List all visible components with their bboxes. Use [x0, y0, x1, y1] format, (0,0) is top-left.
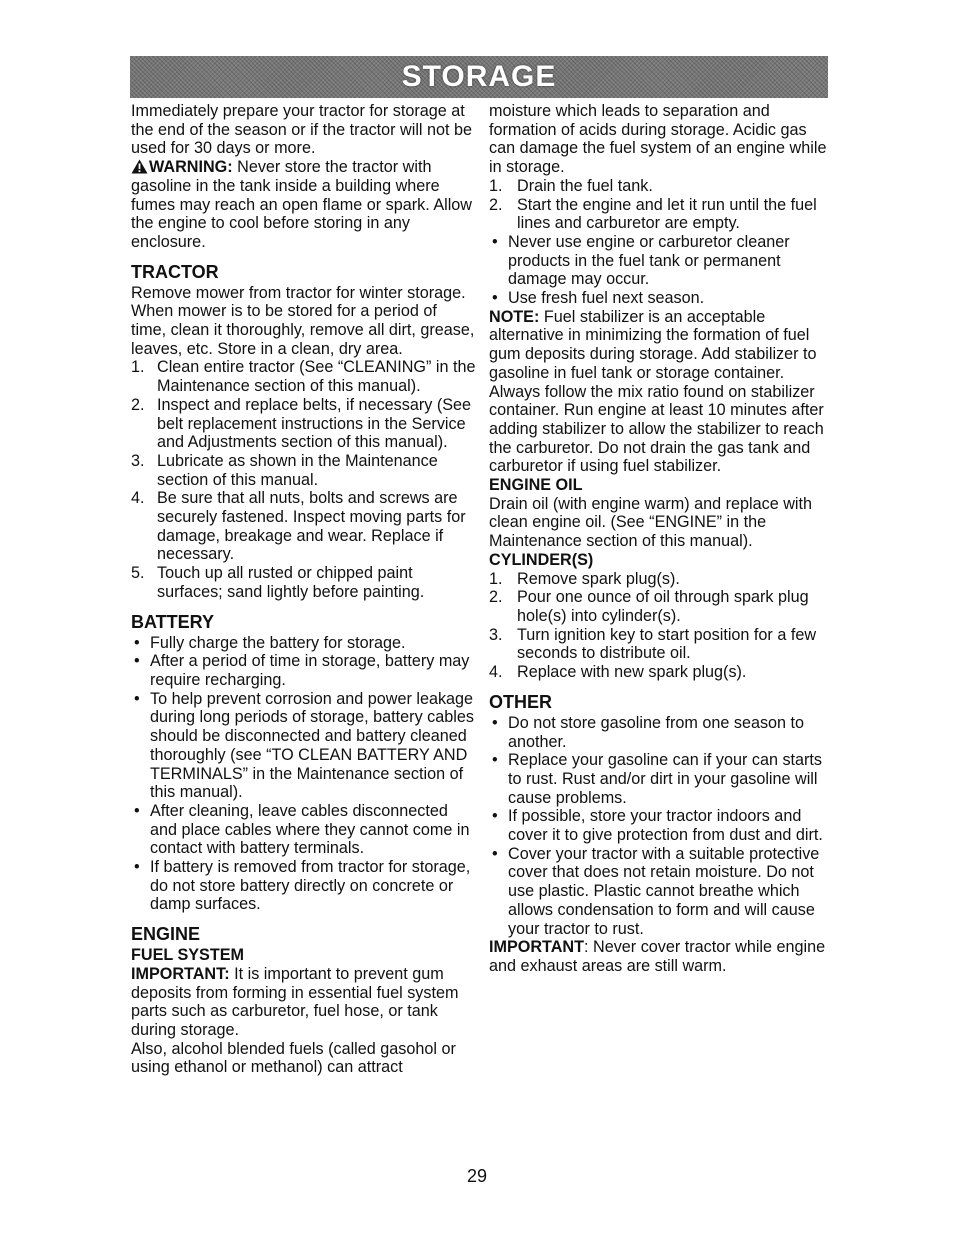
list-item — [489, 714, 829, 751]
list-text: Remove spark plug(s). — [517, 569, 680, 588]
list-item — [489, 196, 829, 233]
engine-oil-heading: ENGINE OIL — [489, 476, 583, 495]
alcohol-paragraph: Also, alcohol blended fuels (called gasohol or using ethanol or methanol) can attract — [131, 1039, 456, 1077]
bullet-icon: • — [492, 807, 498, 826]
continued-paragraph: moisture which leads to separation and formation of acids during storage. Acidic gas can damage the fuel system of an engine while in storage. — [489, 102, 827, 177]
list-text: Replace with new spark plug(s). — [517, 663, 747, 682]
page-title: STORAGE — [401, 60, 557, 93]
cylinders-heading: CYLINDER(S) — [489, 550, 594, 569]
left-column — [131, 102, 476, 1077]
important-label: IMPORTANT: — [131, 964, 230, 983]
tractor-heading: TRACTOR — [131, 261, 219, 282]
list-text: Fully charge the battery for storage. — [150, 633, 406, 652]
list-item — [131, 452, 476, 489]
bullet-icon: • — [134, 858, 140, 877]
list-item — [489, 289, 829, 308]
list-item — [489, 751, 829, 807]
list-text: Inspect and replace belts, if necessary (See belt replacement instructions in the Service and Adjustments section of this manual). — [157, 395, 472, 452]
list-text: Turn ignition key to start position for a few seconds to distribute oil. — [517, 625, 817, 663]
other-bullets — [489, 714, 829, 938]
fuel-steps — [489, 177, 829, 233]
important-label: IMPORTANT — [489, 938, 585, 957]
list-number: 1. — [131, 358, 145, 377]
list-number: 3. — [131, 451, 145, 470]
list-text: Pour one ounce of oil through spark plug hole(s) into cylinder(s). — [517, 588, 809, 625]
list-item — [131, 690, 476, 802]
list-text: To help prevent corrosion and power leakage during long periods of storage, battery cables should be disconnected and battery cleaned thoroughly (see “TO CLEAN BATTERY AND TERMINALS” in the Maintenance section of this manual). — [150, 689, 474, 802]
list-number: 4. — [489, 663, 503, 682]
bullet-icon: • — [492, 713, 498, 732]
list-number: 5. — [131, 564, 145, 583]
important-text: : Never cover tractor while engine and exhaust areas are still warm. — [489, 938, 826, 975]
bullet-icon: • — [134, 801, 140, 820]
list-number: 4. — [131, 489, 145, 508]
fuel-system-heading: FUEL SYSTEM — [131, 946, 245, 965]
list-text: Use fresh fuel next season. — [508, 289, 705, 308]
list-text: Start the engine and let it run until the fuel lines and carburetor are empty. — [517, 195, 817, 233]
list-text: Clean entire tractor (See “CLEANING” in the Maintenance section of this manual). — [157, 358, 476, 396]
list-item — [131, 396, 476, 452]
tractor-steps — [131, 358, 476, 601]
list-item — [489, 177, 829, 196]
list-item — [489, 570, 829, 589]
list-text: Lubricate as shown in the Maintenance section of this manual. — [157, 451, 438, 489]
list-text: Be sure that all nuts, bolts and screws are securely fastened. Inspect moving parts for damage, breakage and wear. Replace if necessary. — [157, 489, 466, 564]
list-item — [131, 564, 476, 601]
list-item — [489, 663, 829, 682]
warning-text: Never store the tractor with gasoline in the tank inside a building where fumes may reach an open flame or spark. Allow the engine to cool before storing in any enclosure. — [131, 158, 472, 251]
bullet-icon: • — [492, 232, 498, 251]
list-text: Replace your gasoline can if your can starts to rust. Rust and/or dirt in your gasoline will cause problems. — [508, 751, 823, 807]
list-number: 1. — [489, 176, 503, 195]
list-number: 3. — [489, 625, 503, 644]
other-heading: OTHER — [489, 691, 552, 712]
bullet-icon: • — [134, 633, 140, 652]
fuel-important-paragraph — [131, 965, 476, 1040]
page-number: 29 — [466, 1166, 488, 1186]
list-number: 2. — [131, 395, 145, 414]
tractor-text: Remove mower from tractor for winter storage. When mower is to be stored for a period of time, clean it thoroughly, remove all dirt, grease, leaves, etc. Store in a clean, dry area. — [131, 283, 475, 358]
list-item — [489, 233, 829, 289]
other-important-paragraph — [489, 938, 829, 975]
list-text: Touch up all rusted or chipped paint surfaces; sand lightly before painting. — [157, 564, 425, 601]
list-text: After a period of time in storage, battery may require recharging. — [150, 652, 470, 689]
list-item — [131, 634, 476, 653]
list-item — [131, 489, 476, 564]
warning-icon — [131, 159, 148, 174]
battery-bullets — [131, 634, 476, 915]
list-text: Do not store gasoline from one season to another. — [508, 713, 805, 751]
warning-paragraph — [131, 158, 476, 252]
list-text: Drain the fuel tank. — [517, 176, 653, 195]
bullet-icon: • — [492, 751, 498, 770]
engine-heading: ENGINE — [131, 924, 201, 945]
list-item — [489, 807, 829, 844]
cylinder-steps — [489, 570, 829, 682]
fuel-bullets — [489, 233, 829, 308]
list-text: After cleaning, leave cables disconnected and place cables where they cannot come in contact with battery terminals. — [150, 801, 470, 858]
list-item — [131, 858, 476, 914]
intro-paragraph: Immediately prepare your tractor for storage at the end of the season or if the tractor will not be used for 30 days or more. — [131, 102, 473, 158]
list-item — [131, 652, 476, 689]
list-item — [131, 802, 476, 858]
list-text: If battery is removed from tractor for storage, do not store battery directly on concrete or damp surfaces. — [150, 858, 471, 914]
list-text: Never use engine or carburetor cleaner products in the fuel tank or permanent damage may occur. — [508, 232, 790, 289]
list-item — [131, 358, 476, 395]
list-text: If possible, store your tractor indoors and cover it to give protection from dust and dirt. — [508, 807, 823, 845]
bullet-icon: • — [134, 652, 140, 671]
important-text: It is important to prevent gum deposits from forming in essential fuel system parts such as carburetor, fuel hose, or tank during storage. — [131, 964, 459, 1039]
note-paragraph — [489, 308, 829, 476]
list-number: 2. — [489, 588, 503, 607]
list-number: 1. — [489, 569, 503, 588]
note-text: Fuel stabilizer is an acceptable alternative in minimizing the formation of fuel gum deposits during storage. Add stabilizer to gasoline in fuel tank or storage container. Always follow the mix ratio found on stabilizer container. Run engine at least 10 minutes after adding stabilizer to allow the stabilizer to reach the carburetor. Do not drain the gas tank and carburetor if using fuel stabilizer. — [489, 307, 824, 476]
battery-heading: BATTERY — [131, 611, 214, 632]
note-label: NOTE: — [489, 307, 540, 326]
list-item — [489, 588, 829, 625]
list-text: Cover your tractor with a suitable protective cover that does not retain moisture. Do not use plastic. Plastic cannot breathe which allows condensation to form and will cause your tractor to rust. — [508, 844, 820, 938]
bullet-icon: • — [492, 844, 498, 863]
right-column — [489, 102, 829, 976]
list-item — [489, 845, 829, 939]
list-item — [489, 626, 829, 663]
engine-oil-text: Drain oil (with engine warm) and replace with clean engine oil. (See “ENGINE” in the Maintenance section of this manual). — [489, 494, 812, 551]
title-banner — [130, 56, 828, 98]
bullet-icon: • — [134, 689, 140, 708]
list-number: 2. — [489, 195, 503, 214]
bullet-icon: • — [492, 289, 498, 308]
warning-label: WARNING: — [149, 158, 233, 177]
